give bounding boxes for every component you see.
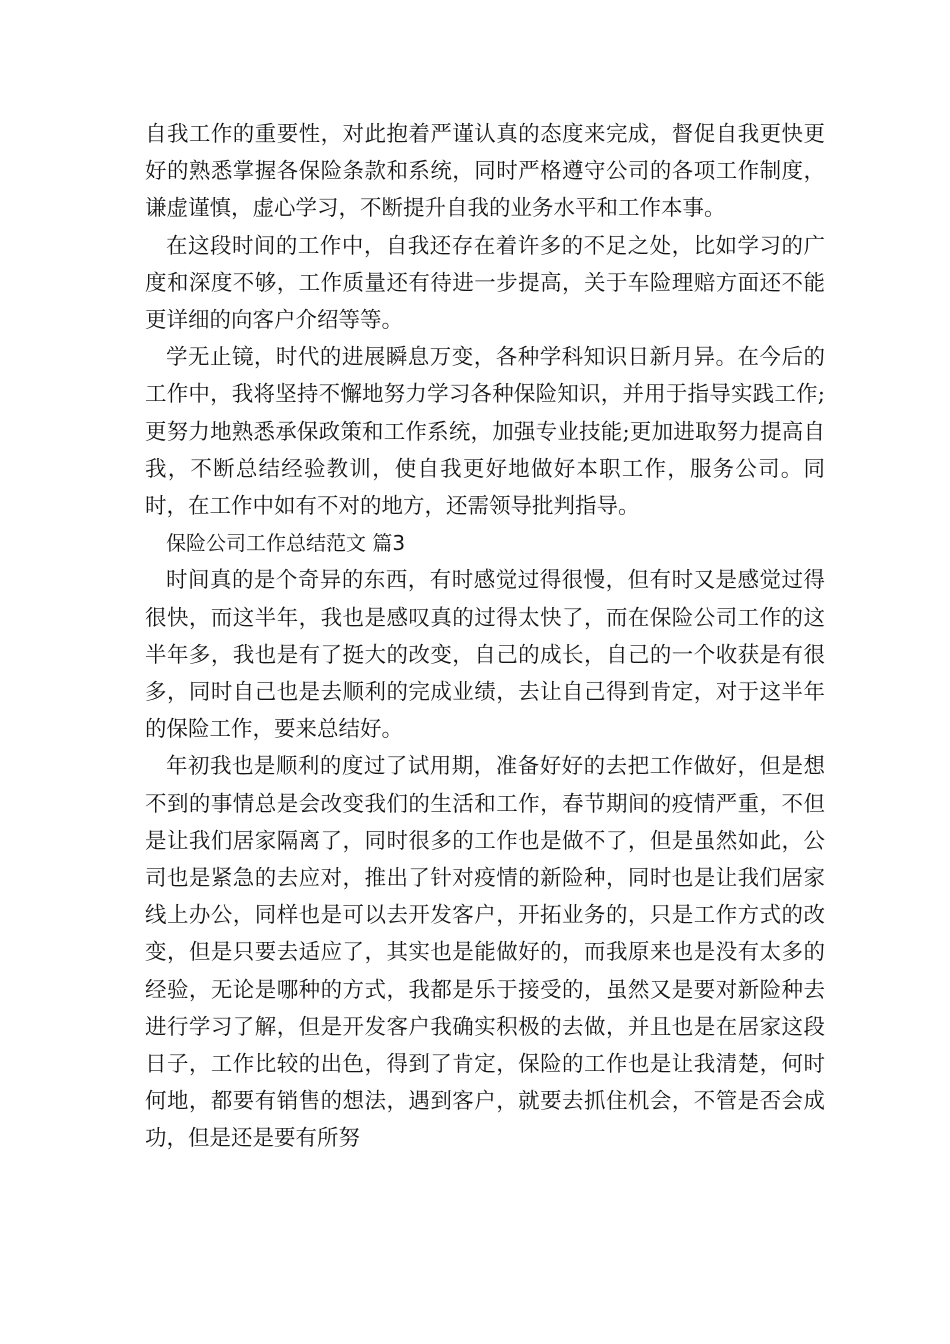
paragraph-3: 学无止镜，时代的进展瞬息万变，各种学科知识日新月异。在今后的工作中，我将坚持不懈地努力学习各种保险知识，并用于指导实践工作;更努力地熟悉承保政策和工作系统，加强专业技能;更加进取努力提高自我，不断总结经验教训，使自我更好地做好本职工作，服务公司。同时，在工作中如有不对的地方，还需领导批判指导。 <box>145 345 825 520</box>
paragraph-5: 年初我也是顺利的度过了试用期，准备好好的去把工作做好，但是想不到的事情总是会改变我们的生活和工作，春节期间的疫情严重，不但是让我们居家隔离了，同时很多的工作也是做不了，但是虽然如此，公司也是紧急的去应对，推出了针对疫情的新险种，同时也是让我们居家线上办公，同样也是可以去开发客户，开拓业务的，只是工作方式的改变，但是只要去适应了，其实也是能做好的，而我原来也是没有太多的经验，无论是哪种的方式，我都是乐于接受的，虽然又是要对新险种去进行学习了解，但是开发客户我确实积极的去做，并且也是在居家这段日子，工作比较的出色，得到了肯定，保险的工作也是让我清楚，何时何地，都要有销售的想法，遇到客户，就要去抓住机会，不管是否会成功，但是还是要有所努 <box>145 754 825 1152</box>
section-heading: 保险公司工作总结范文 篇3 <box>166 531 406 556</box>
document-body <box>145 116 825 1158</box>
paragraph-2: 在这段时间的工作中，自我还存在着许多的不足之处，比如学习的广度和深度不够，工作质量还有待进一步提高，关于车险理赔方面还不能更详细的向客户介绍等等。 <box>145 233 825 334</box>
paragraph-4: 时间真的是个奇异的东西，有时感觉过得很慢，但有时又是感觉过得很快，而这半年，我也是感叹真的过得太快了，而在保险公司工作的这半年多，我也是有了挺大的改变，自己的成长，自己的一个收获是有很多，同时自己也是去顺利的完成业绩，去让自己得到肯定，对于这半年的保险工作，要来总结好。 <box>145 568 825 743</box>
paragraph-1: 自我工作的重要性，对此抱着严谨认真的态度来完成，督促自我更快更好的熟悉掌握各保险条款和系统，同时严格遵守公司的各项工作制度，谦虚谨慎，虚心学习，不断提升自我的业务水平和工作本事。 <box>145 122 825 222</box>
